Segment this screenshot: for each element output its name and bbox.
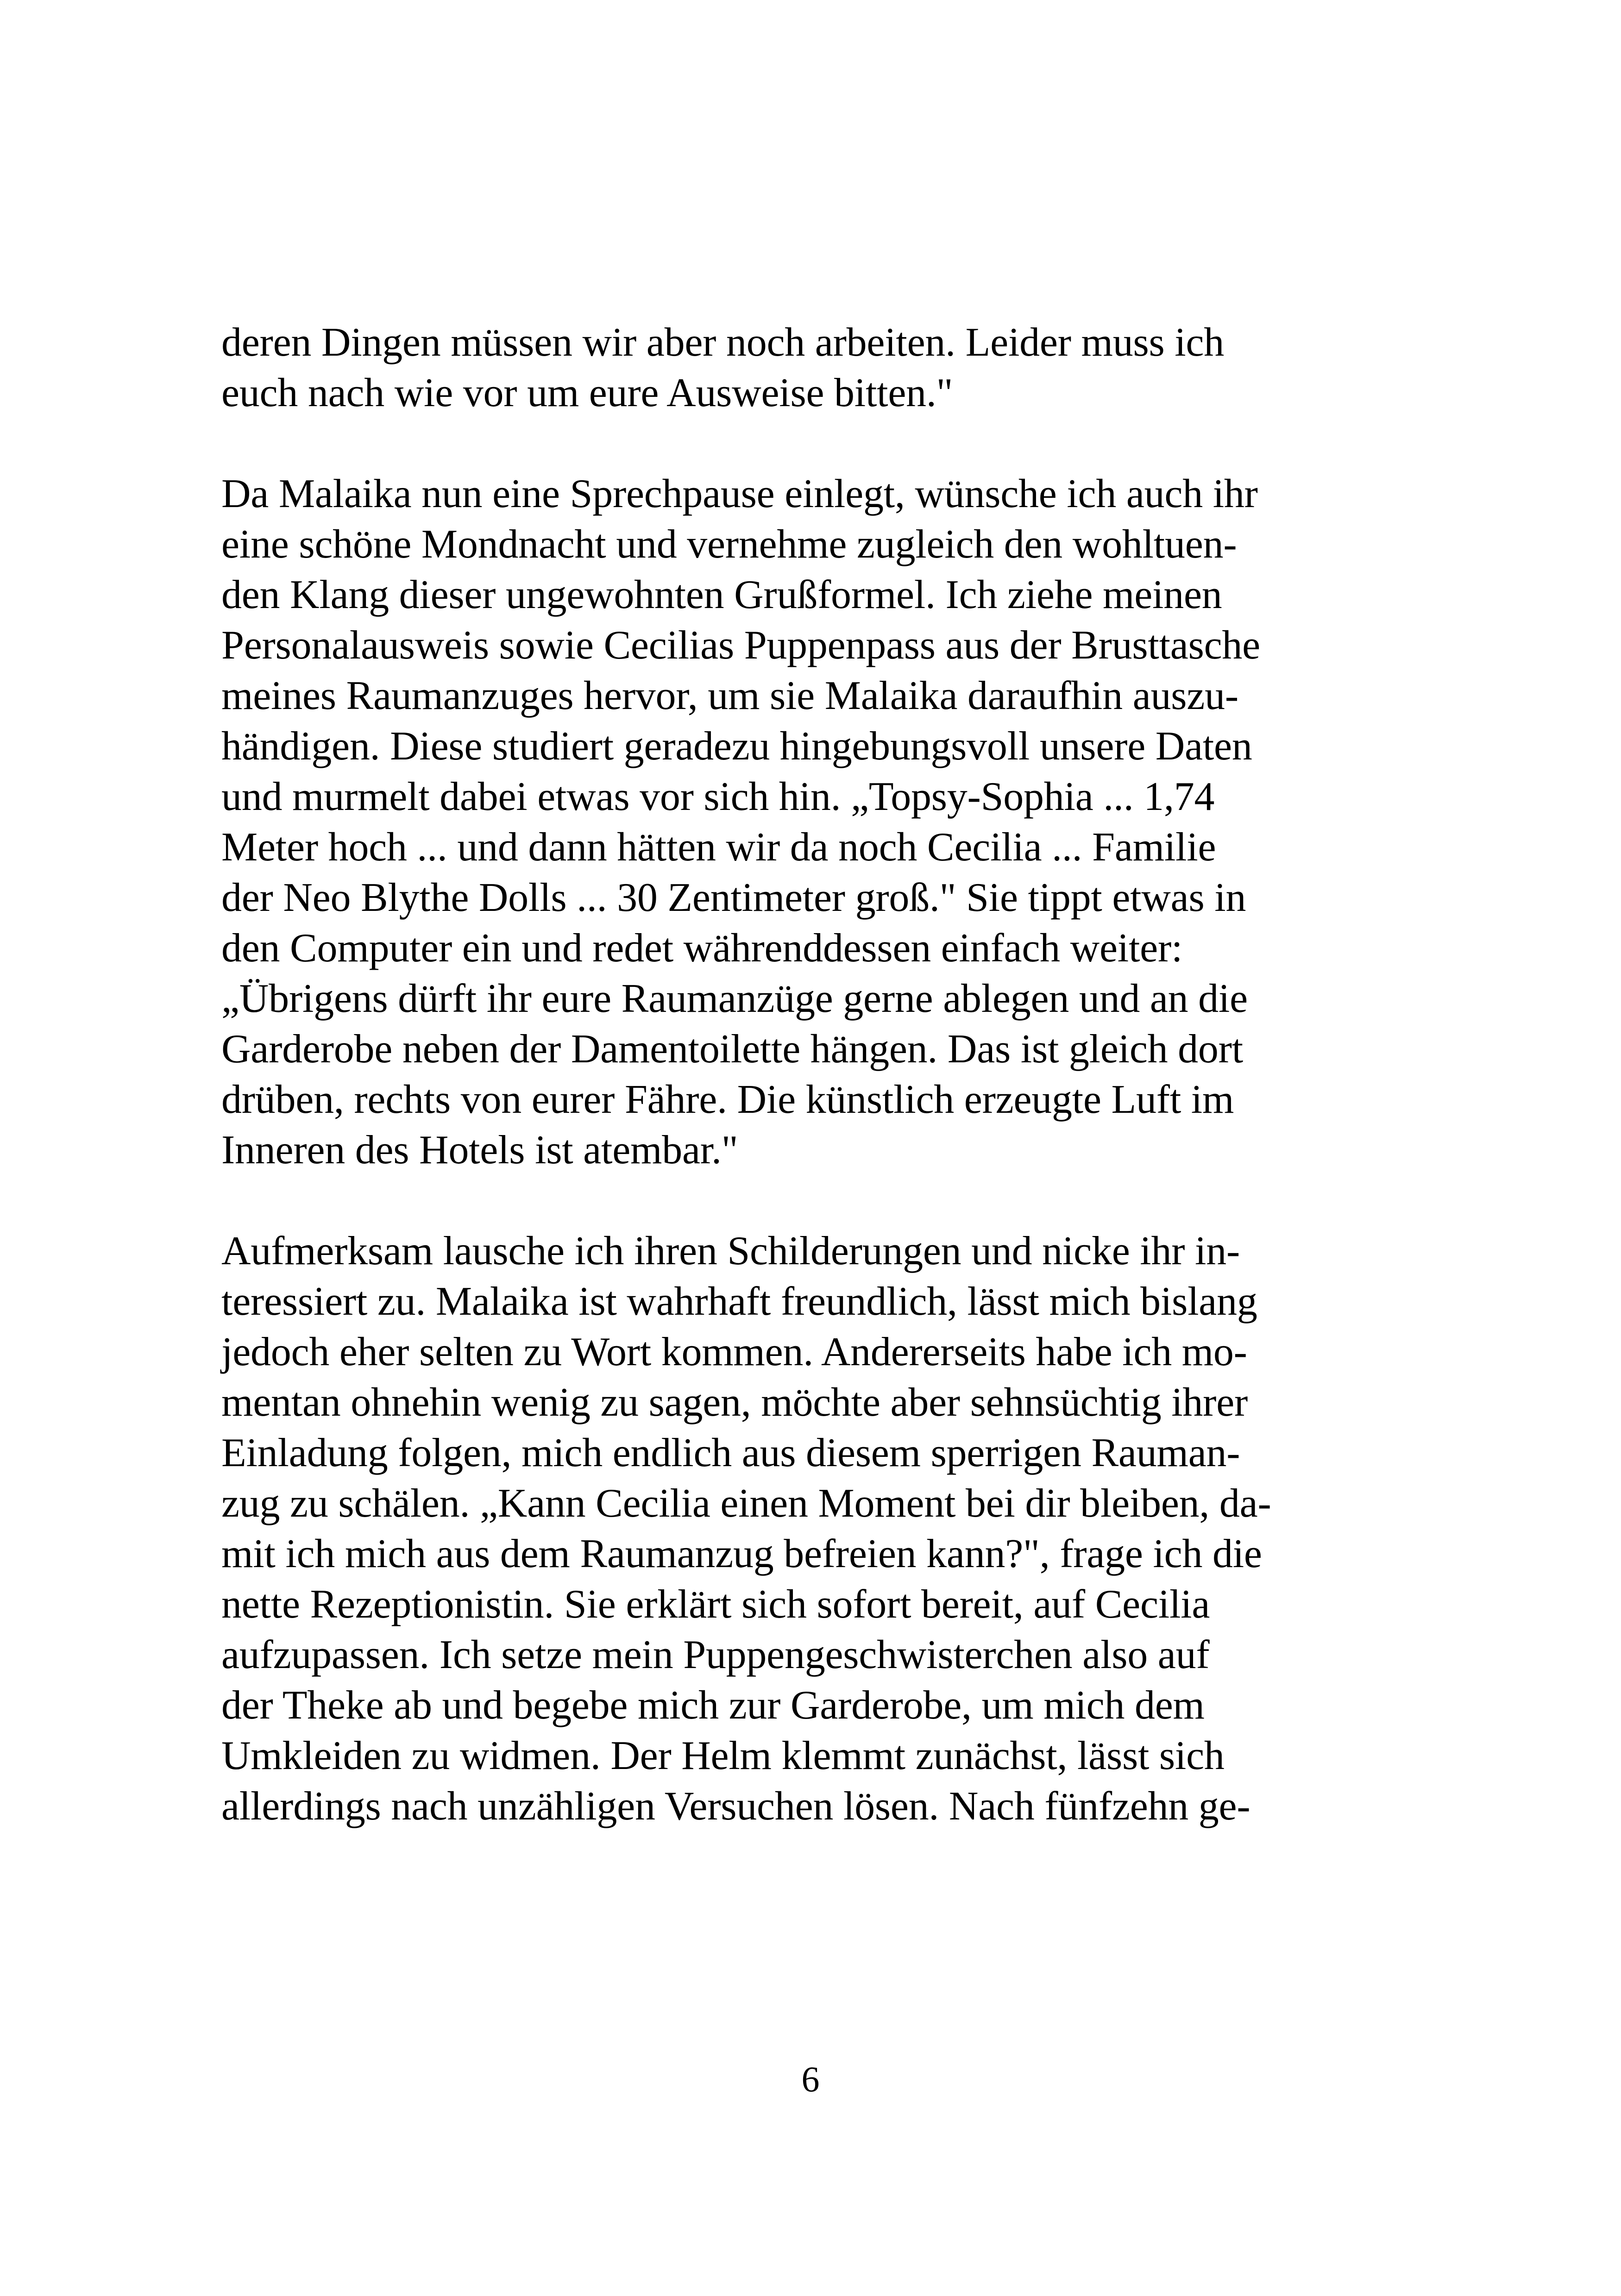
paragraph <box>221 317 1407 418</box>
text-line: meines Raumanzuges hervor, um sie Malaika daraufhin auszu- <box>221 673 1238 718</box>
text-line: allerdings nach unzähligen Versuchen lösen. Nach fünfzehn ge- <box>221 1784 1250 1829</box>
text-line: Inneren des Hotels ist atembar." <box>221 1128 738 1173</box>
text-line: den Computer ein und redet währenddessen einfach weiter: <box>221 926 1183 971</box>
paragraph-spacer <box>221 418 1407 469</box>
text-line: der Theke ab und begebe mich zur Garderobe, um mich dem <box>221 1683 1205 1728</box>
page-number: 6 <box>801 2059 820 2099</box>
paragraph <box>221 1226 1407 1832</box>
text-line: Garderobe neben der Damentoilette hängen. Das ist gleich dort <box>221 1027 1243 1072</box>
text-line: Einladung folgen, mich endlich aus diesem sperrigen Rauman- <box>221 1430 1240 1475</box>
text-line: jedoch eher selten zu Wort kommen. Andererseits habe ich mo- <box>221 1330 1247 1374</box>
text-line: teressiert zu. Malaika ist wahrhaft freundlich, lässt mich bislang <box>221 1279 1257 1324</box>
text-line: der Neo Blythe Dolls ... 30 Zentimeter groß." Sie tippt etwas in <box>221 875 1246 920</box>
text-line: zug zu schälen. „Kann Cecilia einen Moment bei dir bleiben, da- <box>221 1481 1271 1526</box>
text-line: mentan ohnehin wenig zu sagen, möchte aber sehnsüchtig ihrer <box>221 1380 1248 1425</box>
paragraph <box>221 469 1407 1175</box>
text-line: aufzupassen. Ich setze mein Puppengeschwisterchen also auf <box>221 1632 1210 1677</box>
text-line: händigen. Diese studiert geradezu hingebungsvoll unsere Daten <box>221 724 1252 769</box>
text-line: drüben, rechts von eurer Fähre. Die künstlich erzeugte Luft im <box>221 1077 1234 1122</box>
paragraph-spacer <box>221 1175 1407 1226</box>
text-line: und murmelt dabei etwas vor sich hin. „Topsy-Sophia ... 1,74 <box>221 774 1215 819</box>
body-text <box>221 317 1407 1832</box>
text-line: deren Dingen müssen wir aber noch arbeiten. Leider muss ich <box>221 320 1224 365</box>
text-line: Meter hoch ... und dann hätten wir da noch Cecilia ... Familie <box>221 825 1216 870</box>
text-line: den Klang dieser ungewohnten Grußformel. Ich ziehe meinen <box>221 572 1222 617</box>
text-line: Personalausweis sowie Cecilias Puppenpass aus der Brusttasche <box>221 623 1260 668</box>
text-line: eine schöne Mondnacht und vernehme zugleich den wohltuen- <box>221 522 1237 567</box>
text-line: mit ich mich aus dem Raumanzug befreien kann?", frage ich die <box>221 1531 1262 1576</box>
text-line: euch nach wie vor um eure Ausweise bitten." <box>221 370 953 415</box>
text-line: Aufmerksam lausche ich ihren Schilderungen und nicke ihr in- <box>221 1229 1240 1273</box>
text-line: Umkleiden zu widmen. Der Helm klemmt zunächst, lässt sich <box>221 1733 1225 1778</box>
text-line: nette Rezeptionistin. Sie erklärt sich sofort bereit, auf Cecilia <box>221 1582 1210 1627</box>
text-line: Da Malaika nun eine Sprechpause einlegt, wünsche ich auch ihr <box>221 471 1258 516</box>
text-line: „Übrigens dürft ihr eure Raumanzüge gerne ablegen und an die <box>221 976 1248 1021</box>
